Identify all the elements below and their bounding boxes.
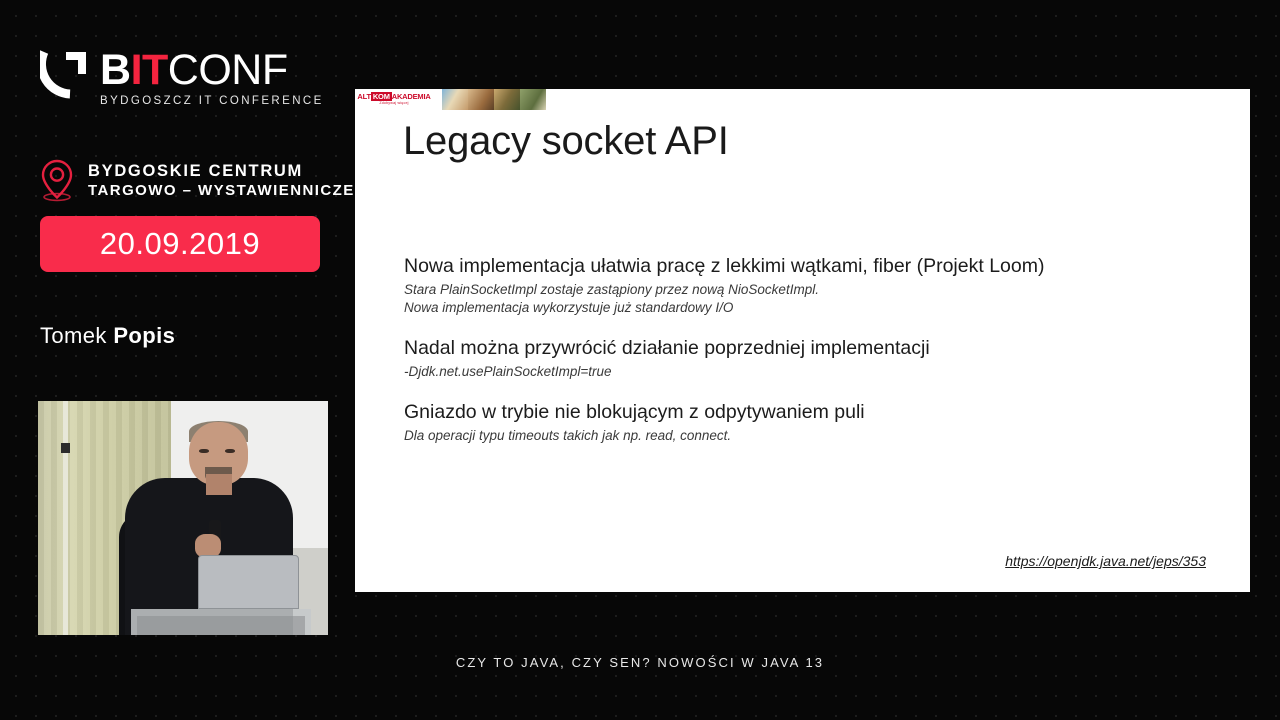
slide-title: Legacy socket API xyxy=(403,119,729,163)
apple-logo-icon xyxy=(241,577,259,595)
banner-thumbnail-3 xyxy=(494,89,520,110)
location-pin-icon xyxy=(38,158,76,202)
event-date-value: 20.09.2019 xyxy=(99,226,261,261)
slide-block xyxy=(404,336,1204,381)
bitconf-bracket-icon xyxy=(40,48,90,100)
logo-tagline: BYDGOSZCZ IT CONFERENCE xyxy=(100,95,324,107)
bitconf-wordmark xyxy=(100,48,324,92)
video-speaker-neck xyxy=(206,474,232,495)
speaker-name xyxy=(40,323,175,349)
altkom-logo-part-2: KOM xyxy=(372,92,390,101)
sidebar xyxy=(0,0,355,720)
event-date-badge xyxy=(40,216,320,272)
logo-part-it: IT xyxy=(130,46,168,94)
banner-thumbnail-1 xyxy=(442,89,468,110)
video-pole xyxy=(63,401,68,635)
altkom-logo-slogan: Zdobywaj więcej xyxy=(379,101,409,105)
slide-body xyxy=(404,254,1204,464)
slide-block-heading: Gniazdo w trybie nie blokującym z odpytywaniem puli xyxy=(404,401,865,423)
banner-thumbnail-4 xyxy=(520,89,546,110)
slide-block-sub: -Djdk.net.usePlainSocketImpl=true xyxy=(404,364,612,379)
slide-reference-link[interactable]: https://openjdk.java.net/jeps/353 xyxy=(1005,553,1206,569)
video-speaker-hand xyxy=(195,534,221,557)
slide-block xyxy=(404,254,1204,317)
logo-part-b: B xyxy=(100,46,131,94)
altkom-logo-part-1: ALT xyxy=(357,92,371,101)
speaker-last-name: Popis xyxy=(113,323,176,348)
slide-block-heading: Nowa implementacja ułatwia pracę z lekkimi wątkami, fiber (Projekt Loom) xyxy=(404,255,1045,277)
slide-block-sub: Stara PlainSocketImpl zostaje zastąpiony przez nową NioSocketImpl. xyxy=(404,282,819,297)
banner-thumbnail-2 xyxy=(468,89,494,110)
slide-block xyxy=(404,400,1204,445)
speaker-camera-feed xyxy=(38,401,328,635)
slide-header-banner xyxy=(356,89,546,110)
slide-block-heading: Nadal można przywrócić działanie poprzedniej implementacji xyxy=(404,337,930,359)
video-podium-base xyxy=(137,616,305,635)
bitconf-logo xyxy=(40,48,324,107)
talk-title-footer: CZY TO JAVA, CZY SEN? NOWOŚCI W JAVA 13 xyxy=(455,655,825,670)
slide-block-sub: Nowa implementacja wykorzystuje już standardowy I/O xyxy=(404,300,734,315)
altkom-logo-part-3: AKADEMIA xyxy=(391,92,431,101)
venue-block xyxy=(38,158,355,202)
speaker-first-name: Tomek xyxy=(40,323,107,348)
banner-spacer xyxy=(432,89,442,110)
venue-line-1: BYDGOSKIE CENTRUM xyxy=(88,161,303,180)
slide-canvas xyxy=(355,89,1250,592)
slide-block-sub: Dla operacji typu timeouts takich jak np. read, connect. xyxy=(404,428,732,443)
altkom-akademia-logo xyxy=(356,89,432,110)
venue-line-2: TARGOWO – WYSTAWIENNICZE xyxy=(88,181,355,199)
logo-part-conf: CONF xyxy=(167,46,288,94)
